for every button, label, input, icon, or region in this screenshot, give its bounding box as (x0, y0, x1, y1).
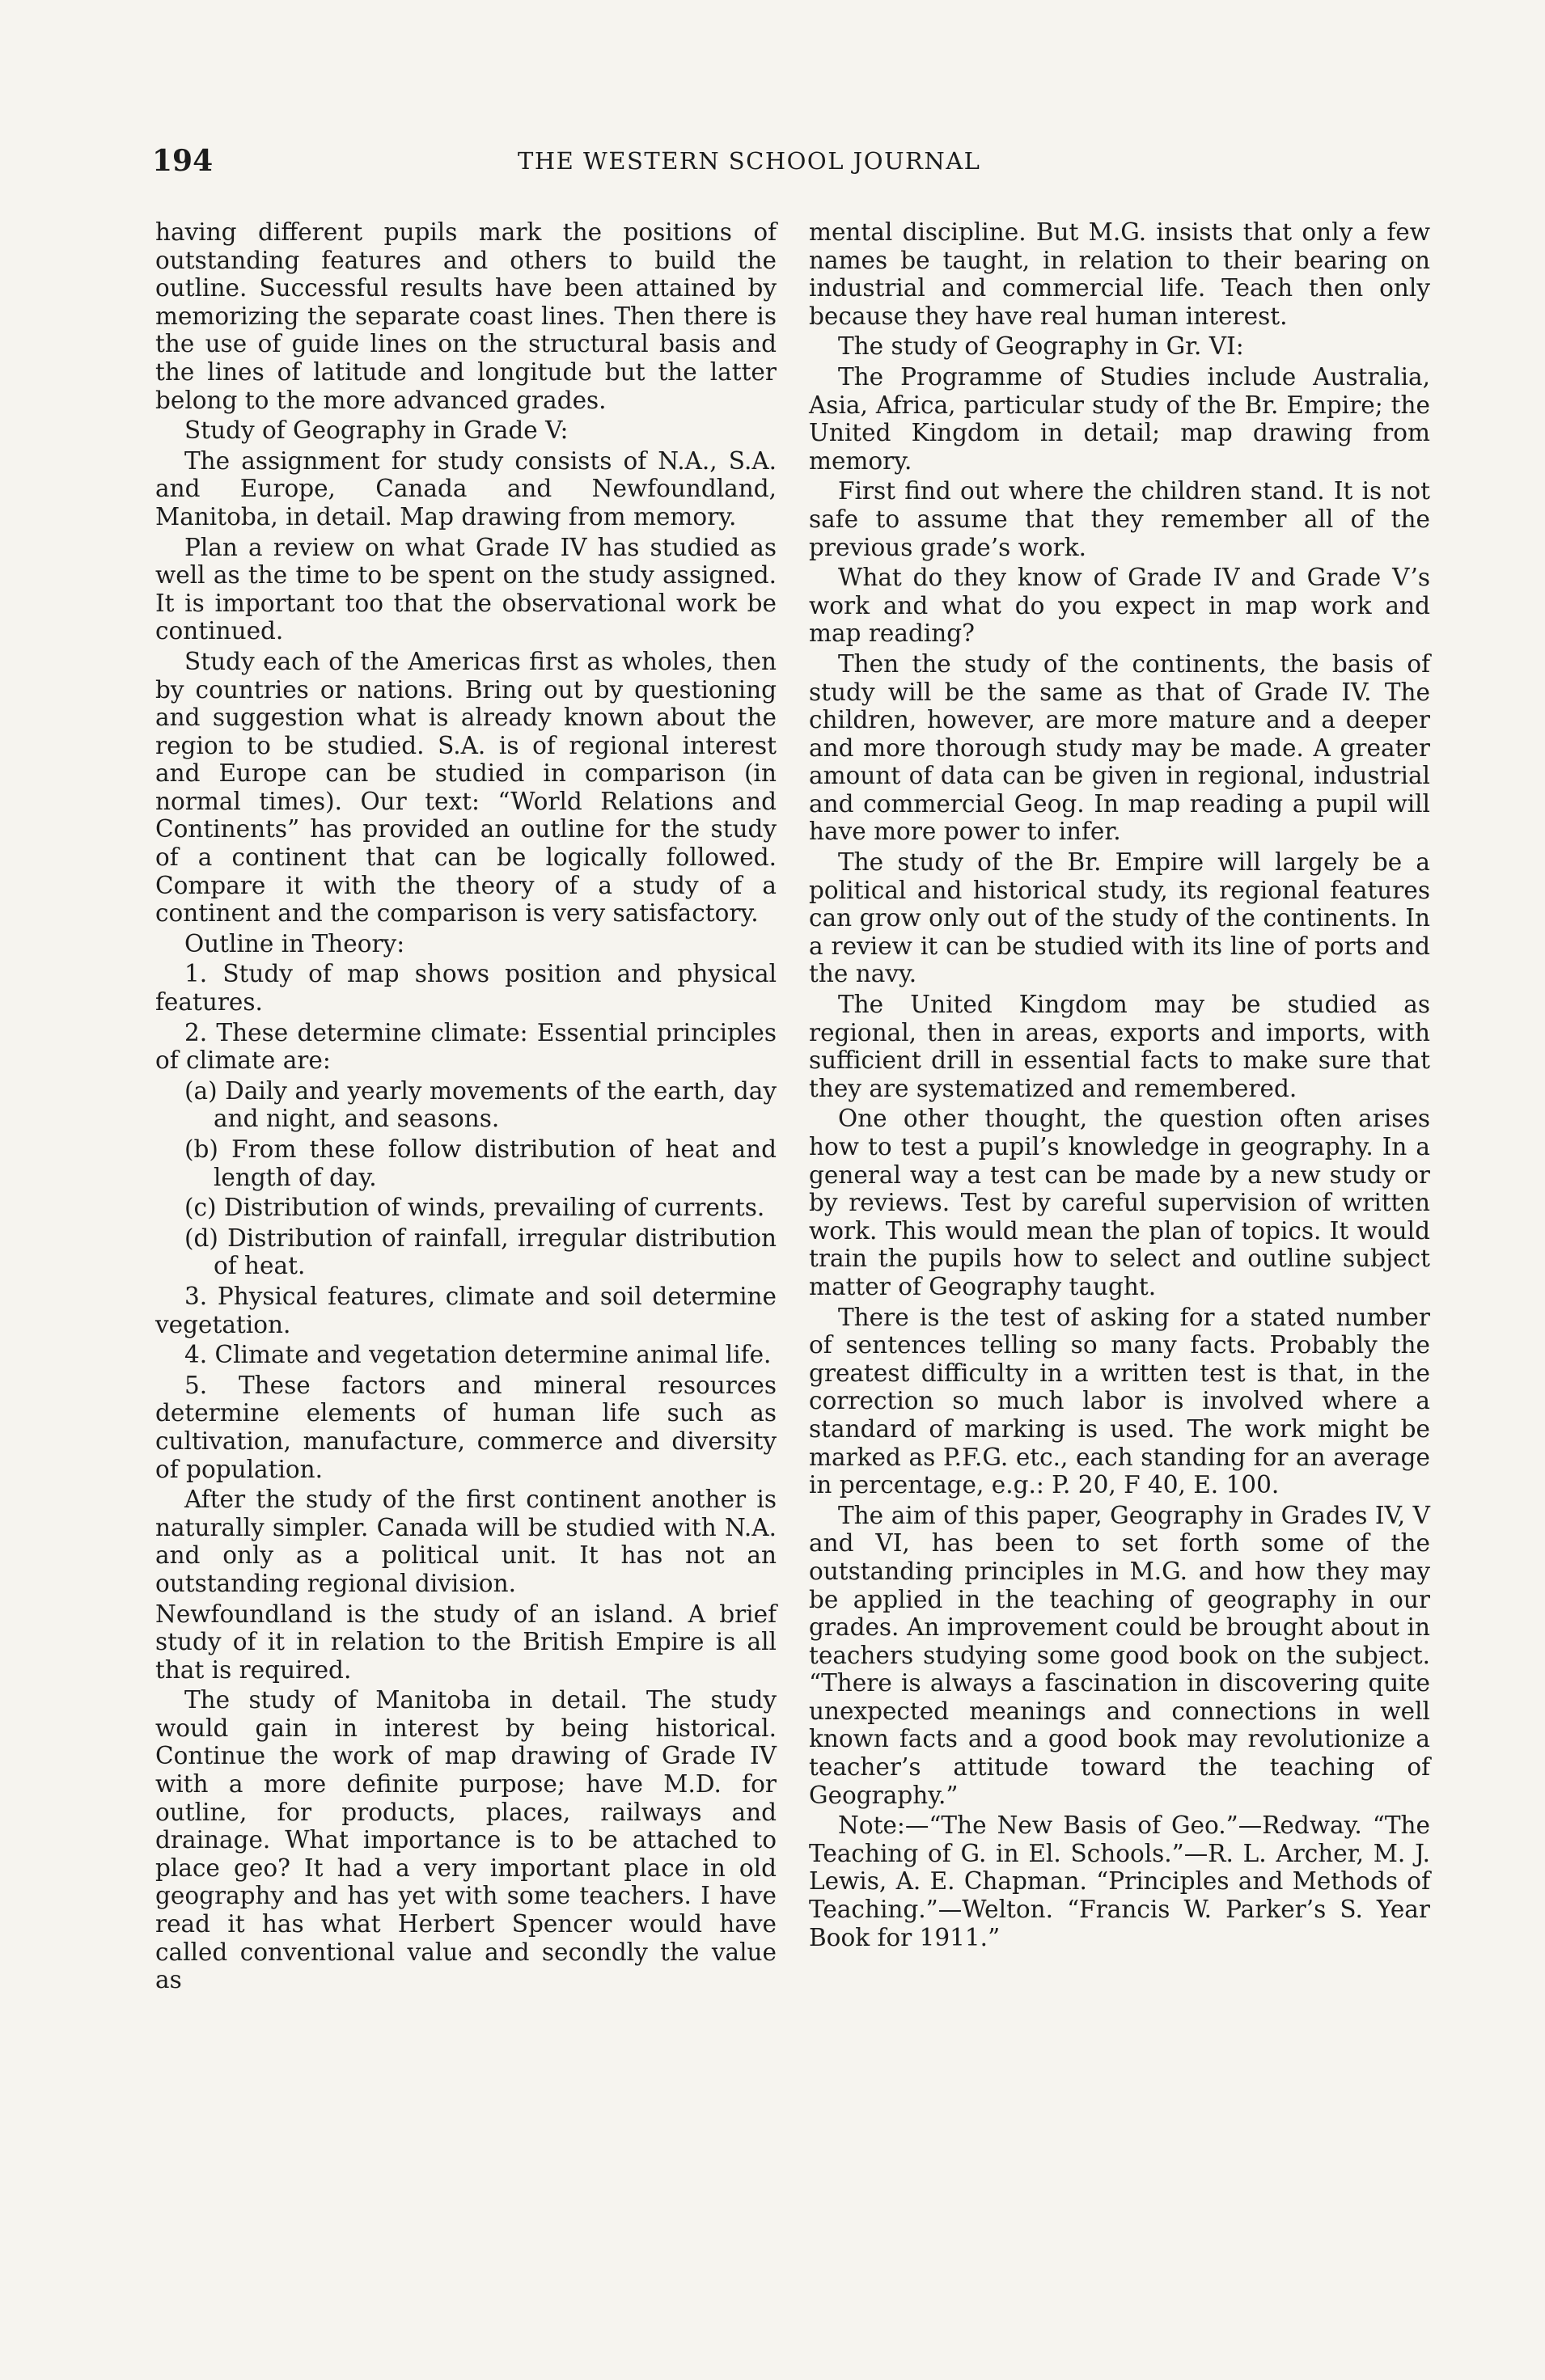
paragraph: One other thought, the question often arises how to test a pupil’s knowledge in geography. In a general way a test can be made by a new study or by reviews. Test by careful supervision of written work. This would mean the plan of topics. It would train the pupils how to select and outline subject matter of Geography taught. (809, 1105, 1430, 1300)
paragraph: What do they know of Grade IV and Grade V’s work and what do you expect in map work and map reading? (809, 564, 1430, 648)
paragraph: Then the study of the continents, the basis of study will be the same as that of Grade IV. The children, however, are more mature and a deeper and more thorough study may be made. A greater amount of data can be given in regional, industrial and commercial Geog. In map reading a pupil will have more power to infer. (809, 649, 1430, 846)
list-item: 2. These determine climate: Essential principles of climate are: (155, 1018, 777, 1075)
page-number: 194 (152, 144, 214, 178)
section-heading: Outline in Theory: (184, 929, 405, 957)
paragraph: The United Kingdom may be studied as regional, then in areas, exports and imports, with sufficient drill in essential facts to make sure that they are systematized and remembered. (809, 991, 1430, 1102)
paragraph: Newfoundland is the study of an island. A brief study of it in relation to the British Empire is all that is required. (155, 1600, 777, 1684)
sub-list-item: (a) Daily and yearly movements of the earth, day and night, and seasons. (184, 1076, 777, 1133)
paragraph: First find out where the children stand. It is not safe to assume that they remember all of the previous grade’s work. (809, 477, 1430, 561)
paragraph: There is the test of asking for a stated number of sentences telling so many facts. Probably the greatest difficulty in a written test is that, in the correction so much labor is involved where a standard of marking is used. The work might be marked as P.F.G. etc., each standing for an average in percentage, e.g.: P. 20, F 40, E. 100. (809, 1303, 1430, 1499)
paragraph: The study of the Br. Empire will largely be a political and historical study, its regional features can grow only out of the study of the continents. In a review it can be studied with its line of ports and the navy. (809, 848, 1430, 988)
paragraph: After the study of the first continent another is naturally simpler. Canada will be studied with N.A. and only as a political unit. It has not an outstanding regional division. (155, 1486, 777, 1597)
paragraph: The Programme of Studies include Australia, Asia, Africa, particular study of the Br. Empire; the United Kingdom in detail; map drawing from memory. (809, 362, 1430, 475)
list-item: 5. These factors and mineral resources determine elements of human life such as cultivation, manufacture, commerce and diversity of population. (155, 1371, 777, 1483)
sub-list-item: (b) From these follow distribution of heat and length of day. (184, 1135, 777, 1191)
paragraph: Study each of the Americas first as wholes, then by countries or nations. Bring out by questioning and suggestion what is already known about the region to be studied. S.A. is of regional interest and Europe can be studied in comparison (in normal times). Our text: “World Relations and Continents” has provided an outline for the study of a continent that can be logically followed. Compare it with the theory of a study of a continent and the comparison is very satisfactory. (155, 647, 777, 928)
paragraph: The assignment for study consists of N.A., S.A. and Europe, Canada and Newfoundland, Manitoba, in detail. Map drawing from memory. (155, 446, 777, 531)
section-heading: Study of Geography in Grade V: (184, 416, 569, 445)
list-item: 3. Physical features, climate and soil determine vegetation. (155, 1282, 777, 1338)
list-item: 4. Climate and vegetation determine animal life. (184, 1341, 772, 1369)
paragraph: Plan a review on what Grade IV has studied as well as the time to be spent on the study assigned. It is important too that the observational work be continued. (155, 533, 777, 645)
paragraph: having different pupils mark the positions of outstanding features and others to build the outline. Successful results have been attained by memorizing the separate coast lines. Then there is the use of guide lines on the structural basis and the lines of latitude and longitude but the latter belong to the more advanced grades. (155, 218, 777, 414)
sub-list-item: (d) Distribution of rainfall, irregular distribution of heat. (184, 1224, 777, 1280)
section-heading: The study of Geography in Gr. VI: (838, 332, 1244, 361)
running-head: THE WESTERN SCHOOL JOURNAL (518, 147, 981, 175)
paragraph: The aim of this paper, Geography in Grades IV, V and VI, has been to set forth some of the outstanding principles in M.G. and how they may be applied in the teaching of geography in our grades. An improvement could be brought about in teachers studying some good book on the subject. “There is always a fascination in discovering quite unexpected meanings and connections in well known facts and a good book may revolutionize a teacher’s attitude toward the teaching of Geography.” (809, 1501, 1430, 1809)
right-column (809, 218, 1430, 1954)
left-column (155, 218, 777, 1997)
paragraph: mental discipline. But M.G. insists that only a few names be taught, in relation to their bearing on industrial and commercial life. Teach then only because they have real human interest. (809, 218, 1430, 330)
footnote: Note:—“The New Basis of Geo.”—Redway. “The Teaching of G. in El. Schools.”—R. L. Archer, M. J. Lewis, A. E. Chapman. “Principles and Methods of Teaching.”—Welton. “Francis W. Parker’s S. Year Book for 1911.” (809, 1811, 1430, 1951)
list-item: 1. Study of map shows position and physical features. (155, 960, 777, 1017)
sub-list-item: (c) Distribution of winds, prevailing of currents. (184, 1194, 765, 1222)
paragraph: The study of Manitoba in detail. The study would gain in interest by being historical. Continue the work of map drawing of Grade IV with a more definite purpose; have M.D. for outline, for products, places, railways and drainage. What importance is to be attached to place geo? It had a very important place in old geography and has yet with some teachers. I have read it has what Herbert Spencer would have called conventional value and secondly the value as (155, 1686, 777, 1994)
